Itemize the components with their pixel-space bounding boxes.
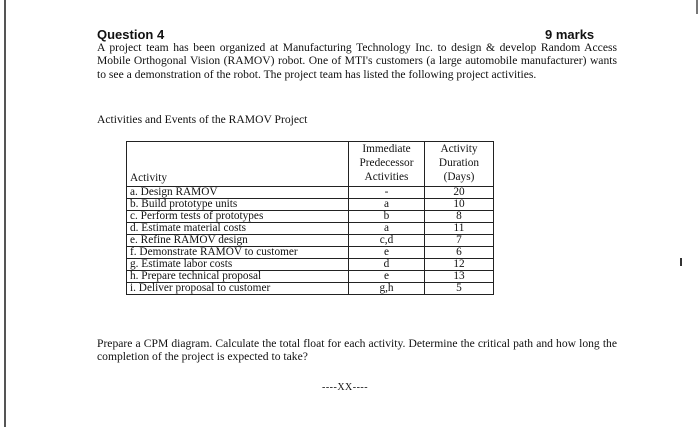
header-predecessor-line2: Predecessor — [359, 157, 414, 169]
table-row — [127, 259, 494, 271]
duration-cell: 12 — [425, 259, 494, 271]
table-row — [127, 235, 494, 247]
activity-cell: f. Demonstrate RAMOV to customer — [127, 247, 349, 259]
predecessor-cell: - — [349, 187, 425, 199]
duration-cell: 8 — [425, 211, 494, 223]
predecessor-cell: b — [349, 211, 425, 223]
activity-cell: c. Perform tests of prototypes — [127, 211, 349, 223]
table-title: Activities and Events of the RAMOV Project — [97, 113, 308, 126]
end-mark: ----XX---- — [322, 382, 369, 393]
predecessor-cell: e — [349, 271, 425, 283]
header-duration-line2: Duration — [438, 157, 480, 169]
page-edge-right — [696, 0, 698, 14]
header-duration — [425, 142, 494, 187]
header-activity: Activity — [127, 142, 349, 187]
activity-cell: d. Estimate material costs — [127, 223, 349, 235]
activity-cell: h. Prepare technical proposal — [127, 271, 349, 283]
predecessor-cell: c,d — [349, 235, 425, 247]
header-predecessor-line1: Immediate — [362, 143, 411, 155]
table-row — [127, 283, 494, 295]
question-intro: A project team has been organized at Manufacturing Technology Inc. to design & develop Random Access Mobile Orthogonal Vision (RAMOV) robot. One of MTI's customers (a large automobile manufacturer) wants to see a demonstration of the robot. The project team has listed the following project activities. — [97, 41, 617, 81]
table-row — [127, 187, 494, 199]
predecessor-cell: e — [349, 247, 425, 259]
activity-cell: a. Design RAMOV — [127, 187, 349, 199]
duration-cell: 10 — [425, 199, 494, 211]
predecessor-cell: a — [349, 199, 425, 211]
table-row — [127, 223, 494, 235]
scroll-mark — [680, 258, 682, 266]
header-predecessor-line3: Activities — [364, 171, 409, 183]
table-row — [127, 211, 494, 223]
duration-cell: 13 — [425, 271, 494, 283]
duration-cell: 20 — [425, 187, 494, 199]
header-predecessor — [349, 142, 425, 187]
activity-cell: i. Deliver proposal to customer — [127, 283, 349, 295]
question-prompt: Prepare a CPM diagram. Calculate the total float for each activity. Determine the critical path and how long the completion of the project is expected to take? — [97, 337, 617, 364]
question-marks: 9 marks — [545, 27, 595, 42]
page-edge-left — [4, 0, 6, 427]
duration-cell: 7 — [425, 235, 494, 247]
table-header-row — [127, 142, 494, 187]
activities-table — [126, 141, 494, 295]
table-row — [127, 247, 494, 259]
activity-cell: g. Estimate labor costs — [127, 259, 349, 271]
question-title: Question 4 — [97, 27, 165, 42]
predecessor-cell: g,h — [349, 283, 425, 295]
header-duration-line1: Activity — [440, 143, 478, 155]
activity-cell: e. Refine RAMOV design — [127, 235, 349, 247]
activity-cell: b. Build prototype units — [127, 199, 349, 211]
duration-cell: 5 — [425, 283, 494, 295]
header-duration-line3: (Days) — [443, 171, 475, 183]
table-row — [127, 271, 494, 283]
duration-cell: 11 — [425, 223, 494, 235]
table-row — [127, 199, 494, 211]
predecessor-cell: d — [349, 259, 425, 271]
predecessor-cell: a — [349, 223, 425, 235]
duration-cell: 6 — [425, 247, 494, 259]
